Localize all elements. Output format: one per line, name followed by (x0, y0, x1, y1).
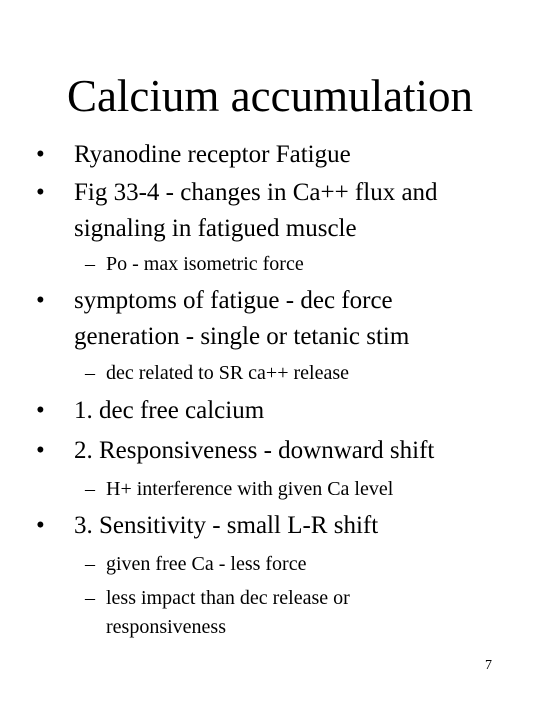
sub-bullet-marker: – (85, 362, 95, 384)
bullet-text: generation - single or tetanic stim (74, 323, 410, 350)
bullet-marker: • (36, 179, 45, 206)
bullet-text: 1. dec free calcium (74, 397, 265, 424)
bullet-marker: • (36, 512, 45, 539)
bullet-text: Ryanodine receptor Fatigue (74, 141, 351, 168)
bullet-text: signaling in fatigued muscle (74, 215, 357, 242)
page-number: 7 (485, 658, 492, 673)
bullet-marker: • (36, 287, 45, 314)
sub-bullet-marker: – (85, 587, 95, 609)
bullet-text: Fig 33-4 - changes in Ca++ flux and (74, 179, 438, 206)
bullet-text: symptoms of fatigue - dec force (74, 287, 393, 314)
sub-bullet-text: H+ interference with given Ca level (106, 478, 394, 500)
sub-bullet-text: dec related to SR ca++ release (106, 362, 349, 384)
slide-title: Calcium accumulation (66, 71, 474, 121)
sub-bullet-marker: – (85, 253, 95, 275)
bullet-marker: • (36, 141, 45, 168)
bullet-text: 3. Sensitivity - small L-R shift (74, 512, 379, 539)
sub-bullet-text: responsiveness (106, 616, 226, 638)
sub-bullet-text: given free Ca - less force (106, 553, 307, 575)
bullet-marker: • (36, 437, 45, 464)
sub-bullet-text: less impact than dec release or (106, 587, 350, 609)
sub-bullet-text: Po - max isometric force (106, 253, 304, 275)
bullet-text: 2. Responsiveness - downward shift (74, 437, 435, 464)
sub-bullet-marker: – (85, 478, 95, 500)
sub-bullet-marker: – (85, 553, 95, 575)
bullet-marker: • (36, 397, 45, 424)
